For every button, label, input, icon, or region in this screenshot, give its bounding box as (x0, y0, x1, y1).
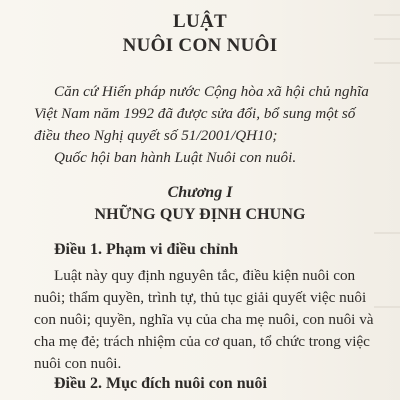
law-title-line2: NUÔI CON NUÔI (122, 35, 278, 56)
article-2-heading: Điều 2. Mục đích nuôi con nuôi (54, 375, 267, 392)
preamble-line: Căn cứ Hiến pháp nước Cộng hòa xã hội chủ nghĩa (54, 83, 369, 100)
page-edge-line (374, 306, 400, 308)
article-1-heading: Điều 1. Phạm vi điều chỉnh (54, 241, 239, 258)
page-edge-line (374, 232, 400, 234)
law-title-line1: LUẬT (173, 11, 227, 32)
article-1-line: nuôi con nuôi. (34, 355, 122, 372)
chapter-title: NHỮNG QUY ĐỊNH CHUNG (94, 206, 306, 223)
preamble-line: điều theo Nghị quyết số 51/2001/QH10; (34, 127, 278, 144)
preamble-line: Việt Nam năm 1992 đã được sửa đổi, bổ sung một số (34, 105, 356, 122)
article-1-line: nuôi; thẩm quyền, trình tự, thủ tục giải quyết việc nuôi (34, 289, 367, 306)
page-edge-line (374, 62, 400, 64)
article-1-line: Luật này quy định nguyên tắc, điều kiện nuôi con (54, 267, 356, 284)
preamble-line: Quốc hội ban hành Luật Nuôi con nuôi. (54, 149, 297, 166)
article-1-line: cha mẹ đẻ; trách nhiệm của cơ quan, tổ chức trong việc (34, 333, 370, 350)
chapter-label: Chương I (167, 184, 233, 201)
article-1-line: con nuôi; quyền, nghĩa vụ của cha mẹ nuôi, con nuôi và (34, 311, 374, 328)
